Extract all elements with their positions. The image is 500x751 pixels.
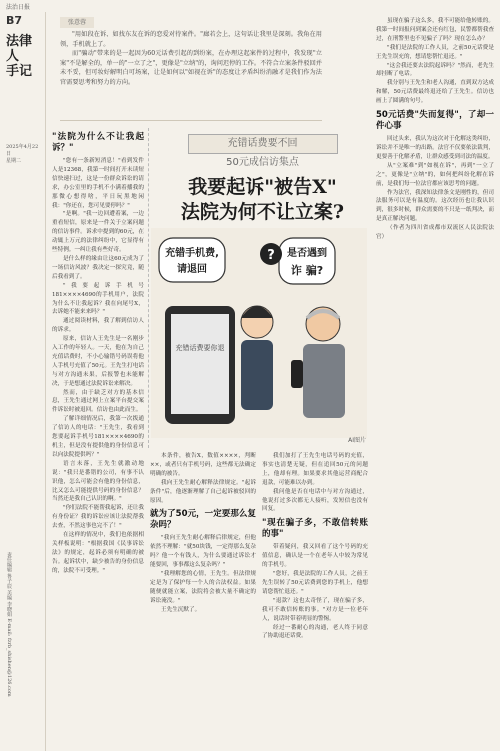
- paragraph: "我要起诉手机号181××××4690的手机用户，法院为什么不让我起诉？我在向尾号X，去诉她不能来来吗？": [52, 282, 144, 316]
- paragraph: "您好，我是法院的工作人员，之前王先生误转了50元话费到您的手机上，他想请您帮忙退还。": [262, 571, 368, 595]
- lead-paragraph: 而"骗动"带来的是一起因为60元话费引起的到纷案，在办理这起案件的过程中，我发现"立案"不是解全的，单一的"一立了之"，更像是"立纳"的，询问迟停的工作。不符合立案条件驳回并未不妥，但可妆好解明白可场案，让是如何以"如视在诉"的态度让矛盾纠纷消融才是我们作为法官需要思考和努力的方向。: [60, 50, 322, 86]
- paper-header: [0, 0, 500, 12]
- page-number: B7: [6, 14, 23, 27]
- author-tag: 张意蓉: [60, 17, 94, 28]
- speech-bubble-left: [159, 238, 225, 282]
- section-title: 法律人 手记: [6, 34, 33, 79]
- question-mark-glyph: ?: [267, 248, 275, 263]
- paragraph: 作为法官，我深知法律条文是刚性的，但司法服务可以是有温度的。这次经历也让我认识到，很多时候，群众需要的不只是一纸判决，而是真正解决问题。: [376, 189, 494, 223]
- paragraph: 从"立案难"到"如视在诉"，再到"一立了之"，更像是"立纳"的，如何把纠纷化解在诉前，是我们每一位法官都应该思考的问题。: [376, 162, 494, 187]
- paragraph: 然而，由于缺乏对方的基本信息，王先生通过网上立案平台提交案件诉讼时被退回。信访也由此而生。: [52, 389, 144, 414]
- paper-name: 法治日报: [6, 4, 31, 11]
- paragraph: 王先生沉默了。: [161, 606, 201, 613]
- issue-day-text: 星期二: [6, 158, 22, 164]
- elder-body: [303, 344, 345, 418]
- young-man-body: [241, 340, 273, 410]
- lead-paragraphs: [60, 30, 322, 87]
- byline: （作者为四川省成都市双流区人民法院法官）: [376, 225, 494, 241]
- paragraph: 本条件，被告X，数值××××，判断××，或者只有手机号码，这些都无法确定明确的被告。: [150, 453, 256, 477]
- paragraph: 我分别与王先生和老人沟通，直到双方达成和解，50元话费最终退还给了王先生。信访也画上了圆满的句号。: [376, 80, 494, 105]
- illustration: [151, 228, 367, 438]
- paragraph: 原来，信访人王先生是一名刚步入工作的年轻人。一天，他在为自己充值话费时，不小心输错号码误将他人手机号充值了50元。王先生打电话与对方沟通未果，后报警也未能解决，于是想通过法院诉讼来解决。: [52, 336, 144, 387]
- article-column-2: [150, 452, 256, 742]
- paragraph: 通过阅读材料，我了解到信访人的诉求。: [52, 318, 144, 334]
- paragraph: 虽现在骗子这么多，我不可能给他转账的。我第一时间报问到案会还有红包，民警都帮我查过，在刑警里也不见骗子了吗？现在怎么办？: [376, 18, 494, 42]
- bubble-right-line2: 诈 骗?: [290, 264, 324, 277]
- headline-secondary: 法院为何不让立案?: [180, 201, 345, 223]
- divider: [60, 120, 322, 121]
- paragraph: 是什么样的缘由让这60元成为了一场信访风波？我决定一探究竟，随后我看到了。: [52, 255, 144, 280]
- image-credit: AI图片: [348, 437, 366, 444]
- subheading: 50元话费"失而复得"，了却一件心事: [376, 110, 494, 132]
- phone-screen-text: 充错话费要你退: [175, 344, 225, 352]
- editor-credit: 责任编辑 鲁子辰 美编 李晓娟 E-mail: fzrb_shishen@126.com: [6, 552, 12, 697]
- paragraph: "我向王先生耐心解释后律规定，但他依然不理解："就50块钱，一定得那么复杂吗？他一个有钱人，为什么要通过诉讼才能要回，事事都这么复杂吗？": [150, 535, 256, 569]
- phone-screen: [171, 314, 229, 414]
- subheading: "现在骗子多，不敢信转账的事": [262, 518, 368, 540]
- paragraph: "您有一条新短消息！"看到发件人是12368，我第一时间打开未读短信快速扫过，这是一份群众诉讼的请求，办公室里的手机不小满着播我的那微心想得啥，平日玩黑地闲我："你还在，您可见要停吗？": [52, 158, 144, 209]
- paragraph: "我们是法院的工作人员，之前50元话费是王先生误充的，想请您帮忙退还。": [376, 44, 494, 60]
- issue-date-text: 2025年4月22日: [6, 144, 39, 157]
- elder-phone-icon: [291, 360, 303, 388]
- paragraph: "这会我还要去法院起诉吗？"然而，老先生却挂断了电话。: [376, 62, 494, 78]
- paragraph: "是啊。"我一边回遭着案，一边重看短信，原来是一件关于立案问题的信访事件。诉求中提到的60元，在动辄上万元的法律纠纷中，它显得有些特例。一纠让我有些好奇。: [52, 211, 144, 254]
- article-column-1: [52, 128, 144, 738]
- feature-banner: 充错话费要不回: [188, 134, 338, 154]
- bubble-left-line2: 请退回: [177, 264, 207, 275]
- headline: 我要起诉"被告X": [188, 176, 337, 198]
- article-column-3: [262, 452, 368, 742]
- bubble-right-line1: 是否遇到: [287, 248, 327, 259]
- section-rail: [0, 12, 46, 751]
- paragraph: 经过一番耐心的沟通，老人终于同意了协助退还话费。: [262, 624, 368, 640]
- feature-subbanner: 50元成信访集点: [226, 157, 299, 168]
- feature-block: [148, 128, 370, 448]
- paragraph: 我们加打了王先生电话号码的充值，事实也清楚无疑，但在追回50元的问题上，他却有理。如果要求其他运营商配合退款，可能难以办到。: [262, 453, 368, 486]
- paragraph: "我理解您的心情，王先生。但法律规定是为了保护每一个人的合法权益。如果随便就能立案，法院将会被大量不确定的诉讼淹没。": [150, 571, 256, 604]
- issue-date: [6, 144, 40, 165]
- paragraph: "退款？这也太奇怪了，现在骗子多，我可不敢信转账的事。"对方是一位老年人，说话时带着明显的警惕。: [262, 597, 368, 622]
- paragraph: 语言未落，王先生就激动地说："我只是番错的公司，有事不认识他，怎么可能会有他的身份信息，比又怎么可能提供号码的身份信息？当然还是我自己认识的啊。": [52, 460, 144, 503]
- subheading: 就为了50元，一定要那么复杂吗？: [150, 509, 256, 531]
- paragraph: 我向王先生耐心解释法律规定。"起诉条件"后，他逐渐理解了自己起诉被驳回的原因。: [150, 479, 256, 504]
- paragraph: 我问他是否在电话中与对方沟通过，他说打过多次都无人接听，发短信也没有回复。: [262, 488, 368, 513]
- speech-bubble-right: [279, 238, 335, 284]
- subheading: "法院为什么不让我起诉？": [52, 132, 144, 153]
- paragraph: 在这样的情况中，我们也依据相关样板说明："根据我国《民事诉讼法》的规定，起诉必须有明确的被告。起诉状中，缺少被告的身份信息的，法院不可受理。": [52, 532, 144, 574]
- lead-paragraph: "用如段在诉、如找东友在诉的恋爱对待案件。"廊若会上，这句话让我里是深刻。我角在用领，手机就上了。: [60, 31, 322, 48]
- bubble-left-line1: 充错手机费,: [165, 248, 219, 259]
- article-column-4: [376, 17, 494, 745]
- paragraph: "你们法院不能帮我起诉，还让我有身份证？我的诉讼应该让法院帮我去查，不然这事也完不了！": [52, 505, 144, 530]
- paragraph: 带着疑问，我又回看了这个号码的充值信息，确认是一个在老年人中较为常见的手机号。: [262, 544, 368, 569]
- paragraph: 回过头来，我认为这次对于化解这类纠纷，诉讼并不是唯一的出路。法官不仅要依法裁判，更要善于化解矛盾，让群众感受到司法的温度。: [376, 136, 494, 160]
- paragraph: 了解详细情况后，我第一次拨通了信访人的电话："王先生，我看到您要起诉手机号181××××4690的机主，但是没有提供他的身份信息可以向法院提供吗？": [52, 416, 144, 458]
